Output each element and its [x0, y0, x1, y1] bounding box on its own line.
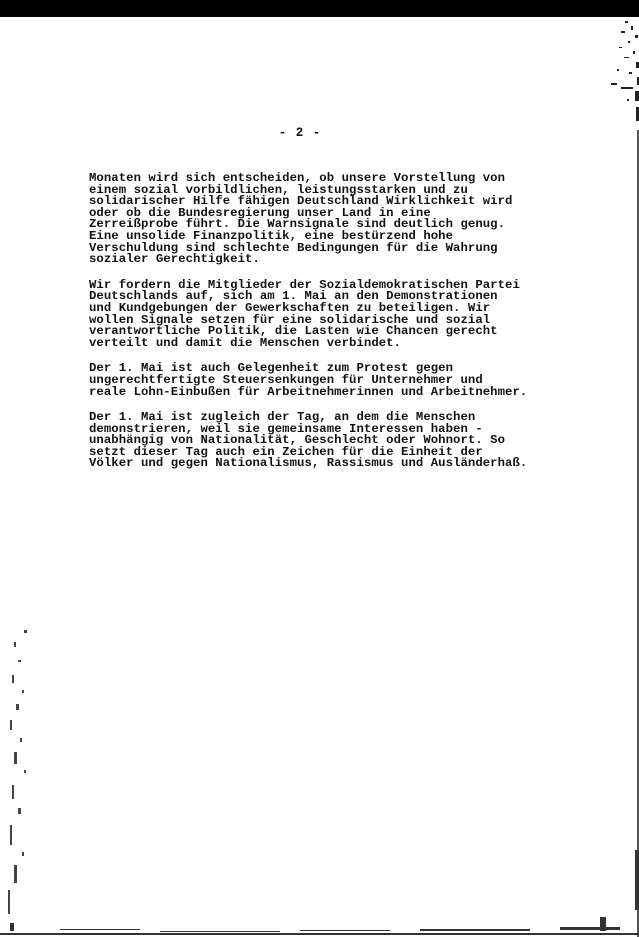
text-line: Der 1. Mai ist zugleich der Tag, an dem die Menschen — [89, 410, 476, 425]
scan-top-band — [0, 0, 639, 17]
text-line: Zerreißprobe führt. Die Warnsignale sind deutlich genug. — [89, 217, 506, 232]
scan-noise-bottom-edge — [0, 909, 639, 937]
letter-body — [89, 173, 609, 484]
text-line: solidarischer Hilfe fähigen Deutschland Wirklichkeit wird — [89, 194, 513, 209]
text-line: ungerechtfertigte Steuersenkungen für Unternehmer und — [89, 372, 483, 387]
page-number: - 2 - — [278, 126, 322, 140]
paragraph — [89, 277, 609, 350]
text-line: verantwortliche Politik, die Lasten wie Chancen gerecht — [89, 324, 498, 339]
text-line: Eine unsolide Finanzpolitik, eine bestürzend hohe — [89, 228, 454, 243]
text-line: und Kundgebungen der Gewerkschaften zu beteiligen. Wir — [89, 300, 491, 315]
paragraph — [89, 173, 609, 266]
text-line: Wir fordern die Mitglieder der Sozialdemokratischen Partei — [89, 277, 520, 292]
scan-noise-top-right — [591, 17, 639, 127]
text-line: Monaten wird sich entscheiden, ob unsere Vorstellung von — [89, 171, 506, 185]
text-line: oder ob die Bundesregierung unser Land in eine — [89, 205, 431, 220]
text-line: sozialer Gerechtigkeit. — [89, 252, 260, 267]
text-line: demonstrieren, weil sie gemeinsame Interessen haben - — [89, 421, 483, 436]
scan-noise-left-edge — [0, 620, 40, 920]
text-line: Deutschlands auf, sich am 1. Mai an den Demonstrationen — [89, 289, 498, 304]
text-line: verteilt und damit die Menschen verbindet. — [89, 335, 402, 350]
paragraph — [89, 363, 609, 398]
text-line: Verschuldung sind schlechte Bedingungen für die Wahrung — [89, 240, 498, 255]
text-line: wollen Signale setzen für eine solidarische und sozial — [89, 312, 491, 327]
text-line: reale Lohn-Einbußen für Arbeitnehmerinnen und Arbeitnehmer. — [89, 384, 528, 399]
text-line: Der 1. Mai ist auch Gelegenheit zum Protest gegen — [89, 361, 454, 376]
text-line: unabhängig von Nationalität, Geschlecht oder Wohnort. So — [89, 433, 506, 448]
paragraph — [89, 412, 609, 470]
text-line: einem sozial vorbildlichen, leistungsstarken und zu — [89, 182, 468, 197]
scan-noise-right-edge — [627, 130, 639, 937]
text-line: setzt dieser Tag auch ein Zeichen für die Einheit der — [89, 444, 483, 459]
text-line: Völker und gegen Nationalismus, Rassismus und Ausländerhaß. — [89, 456, 528, 471]
